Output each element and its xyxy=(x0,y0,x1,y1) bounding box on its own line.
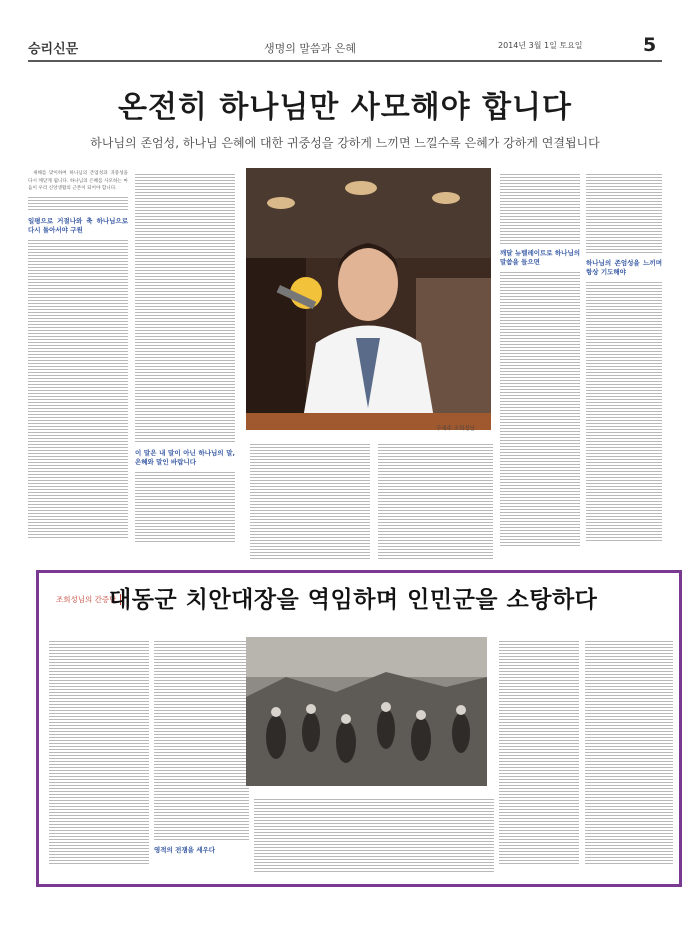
preacher-photo xyxy=(246,168,491,430)
body-text-block xyxy=(500,174,580,244)
preacher-illustration xyxy=(246,168,491,430)
body-text-block xyxy=(49,641,149,866)
body-text-block xyxy=(378,444,493,559)
page-header xyxy=(28,34,662,60)
feature-headline: 대동군 치안대장을 역임하며 인민군을 소탕하다 xyxy=(109,586,598,613)
war-illustration xyxy=(246,637,487,786)
article-column-5 xyxy=(500,170,580,560)
article-headline: 온전히 하나님만 사모해야 합니다 xyxy=(117,90,573,125)
article-subheading-1: 일평으로 거절나와 축 하나님으로 다시 돌아서야 구원 xyxy=(28,216,128,234)
body-text-block xyxy=(586,282,662,542)
body-text-block xyxy=(135,472,235,542)
masthead: 승리신문 xyxy=(28,42,79,57)
article-subheading-5: 하나님의 존엄성을 느끼며 항상 기도해야 xyxy=(586,259,662,276)
header-rule xyxy=(28,60,662,62)
body-text-block xyxy=(500,272,580,547)
body-text-block xyxy=(585,641,673,866)
feature-column-3 xyxy=(254,795,494,875)
feature-subheading: 영적의 전쟁을 세우다 xyxy=(154,846,216,854)
feature-column-1 xyxy=(49,637,149,872)
section-title: 생명의 말씀과 은혜 xyxy=(264,42,357,55)
page-number: 5 xyxy=(643,34,657,56)
body-text-block xyxy=(135,174,235,444)
article-column-1 xyxy=(28,170,128,560)
issue-date: 2014년 3월 1일 토요일 xyxy=(498,41,583,50)
feature-column-5 xyxy=(585,637,673,872)
feature-column-2 xyxy=(154,637,249,872)
body-text-block xyxy=(28,240,128,540)
article-subhead: 하나님의 존엄성, 하나님 은혜에 대한 귀중성을 강하게 느끼면 느낄수록 은혜가 강하게 연결됩니다 xyxy=(90,136,600,150)
article-column-2 xyxy=(135,170,235,560)
war-photo xyxy=(246,637,487,786)
body-text-block xyxy=(154,641,249,841)
body-text-block xyxy=(254,799,494,874)
article-intro: 새해를 맞이하여 하나님의 존엄성과 귀중성을 다시 깨닫게 됩니다. 하나님의 은혜를 사모하는 마음이 우리 신앙생활의 근본이 되어야 합니다. xyxy=(28,171,128,191)
body-text-block xyxy=(499,641,579,866)
body-text-block xyxy=(586,174,662,254)
feature-tag: 조희성님의 간증담 xyxy=(56,594,121,605)
article-subheading-4: 깨달 뉴텔레이트로 하나님의 말씀을 들으면 xyxy=(500,249,580,266)
article-column-3 xyxy=(250,440,370,560)
photo-caption: 구세주 조희성님 xyxy=(436,426,475,432)
article-subheading-3: 이 말은 내 말이 아닌 하나님의 말, 은혜와 말인 바랍니다 xyxy=(135,449,235,466)
feature-column-4 xyxy=(499,637,579,872)
body-text-block xyxy=(250,444,370,559)
article-column-6 xyxy=(586,170,662,560)
article-column-4 xyxy=(378,440,493,560)
body-text-block xyxy=(28,197,128,212)
